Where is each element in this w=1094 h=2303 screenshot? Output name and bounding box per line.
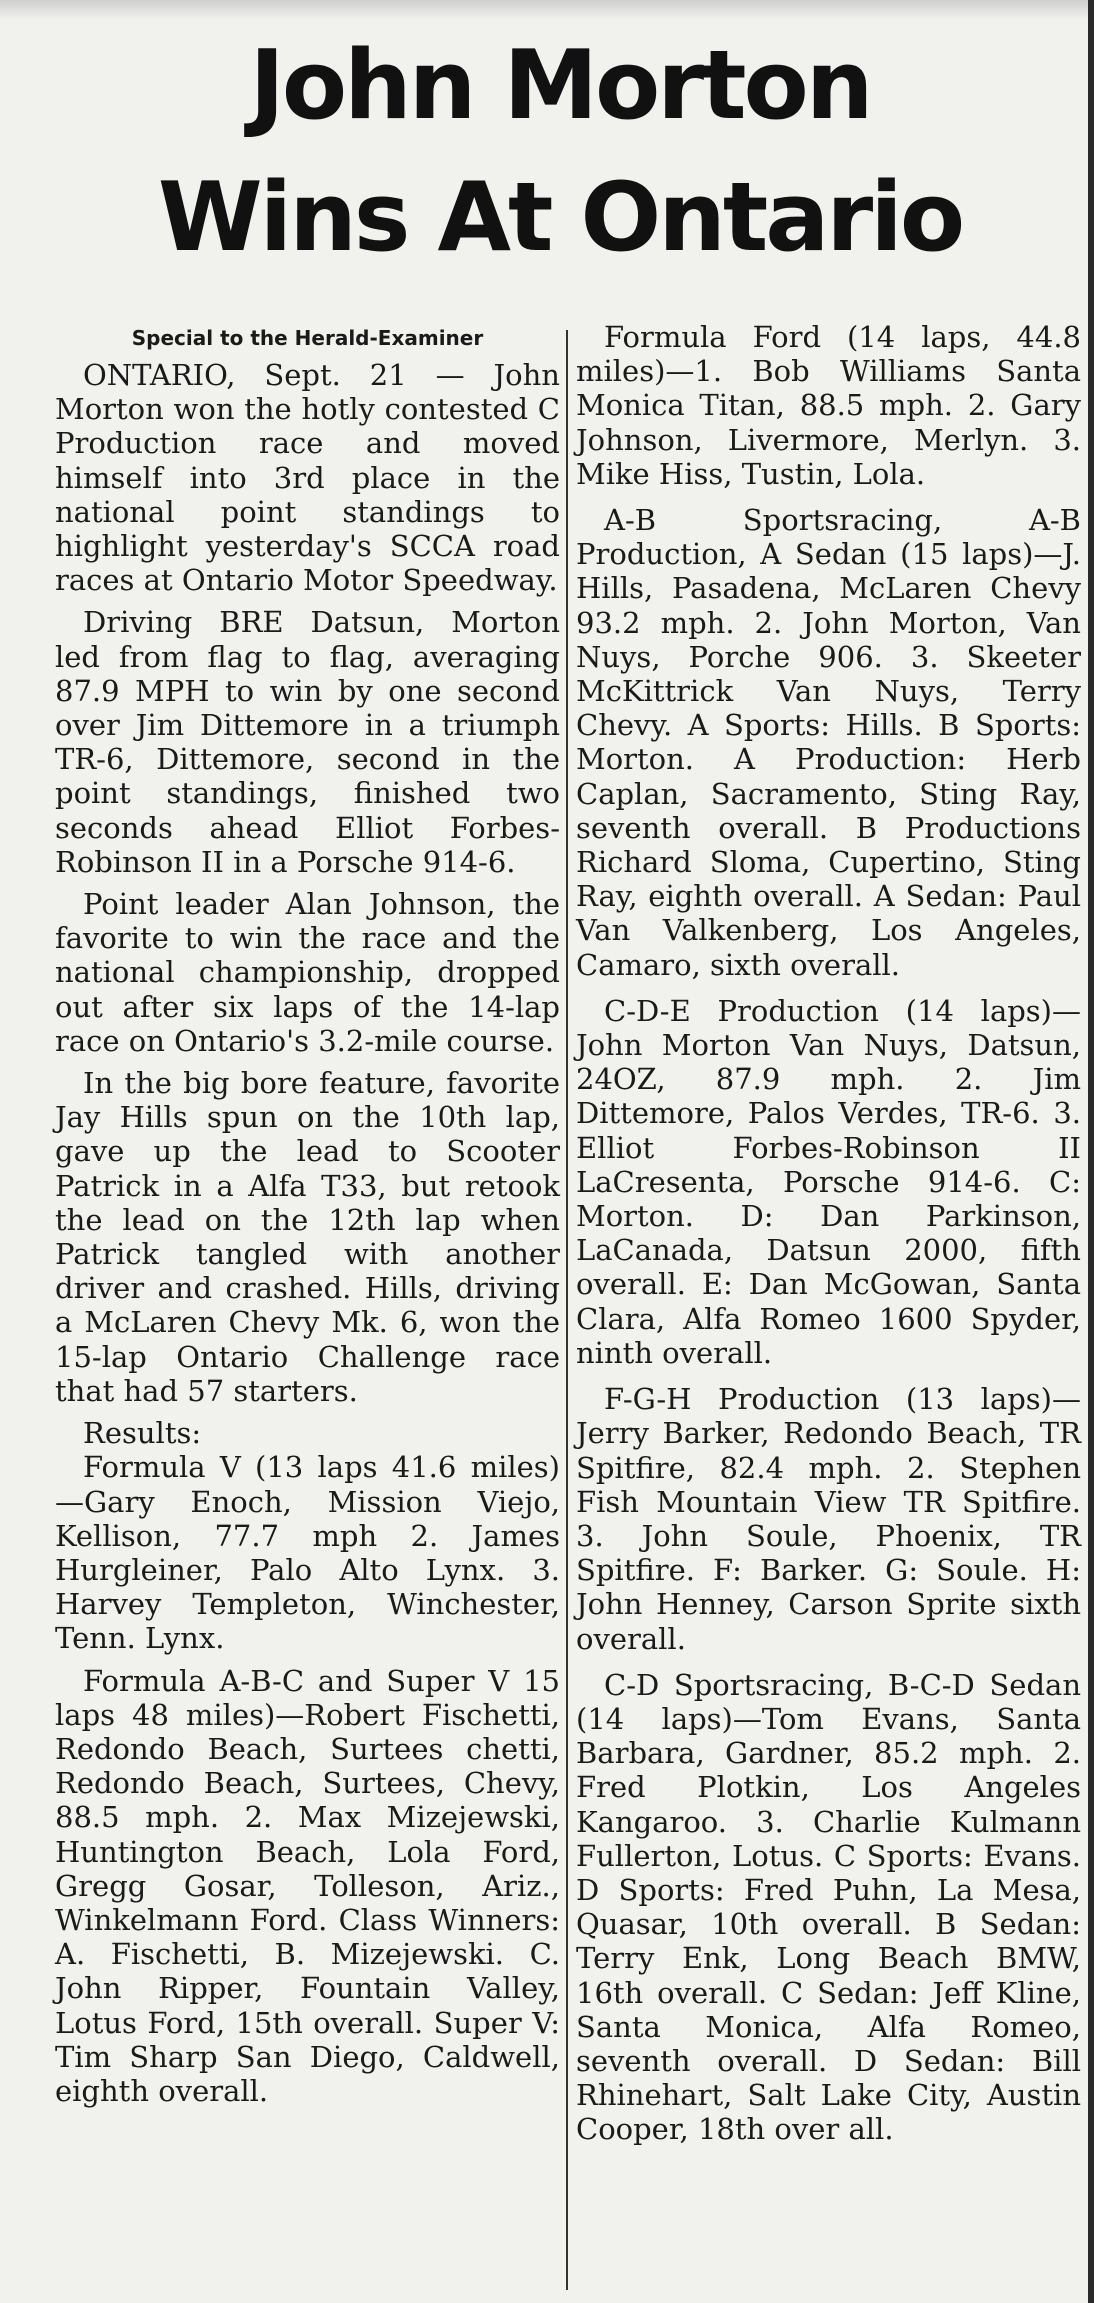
left-column — [55, 322, 560, 2116]
results-label: Results: — [83, 1416, 202, 1451]
column-rule — [566, 330, 568, 2290]
story-paragraph-4: In the big bore feature, favorite Jay Hills spun on the 10th lap, gave up the lead to Scooter Patrick in a Alfa T33, but retook the lead on the 12th lap when Patrick tangled with another driver and crashed. Hills, driving a McLaren Chevy Mk. 6, won the 15-lap Ontario Challenge race that had 57 starters. — [55, 1066, 560, 1408]
result-formula-ford: Formula Ford (14 laps, 44.8 miles)—1. Bob Williams Santa Monica Titan, 88.5 mph. 2. Gary Johnson, Livermore, Merlyn. 3. Mike Hiss, Tustin, Lola. — [576, 320, 1081, 491]
result-fgh-production: F-G-H Production (13 laps)—Jerry Barker, Redondo Beach, TR Spitfire, 82.4 mph. 2. Stephen Fish Mountain View TR Spitfire. 3. John Soule, Phoenix, TR Spitfire. F: Barker. G: Soule. H: John Henney, Carson Sprite sixth overall. — [576, 1382, 1081, 1656]
result-cd-sportsracing: C-D Sportsracing, B-C-D Sedan (14 laps)—Tom Evans, Santa Barbara, Gardner, 85.2 mph. 2. Fred Plotkin, Los Angeles Kangaroo. 3. Charlie Kulmann Fullerton, Lotus. C Sports: Evans. D Sports: Fred Puhn, La Mesa, Quasar, 10th overall. B Sedan: Terry Enk, Long Beach BMW, 16th overall. C Sedan: Jeff Kline, Santa Monica, Alfa Romeo, seventh overall. D Sedan: Bill Rhinehart, Salt Lake City, Austin Cooper, 18th over all. — [576, 1667, 1081, 2147]
headline-line-1: John Morton — [249, 31, 871, 141]
scan-right-edge — [1088, 0, 1094, 2303]
result-cde-production: C-D-E Production (14 laps)—John Morton Van Nuys, Datsun, 24OZ, 87.9 mph. 2. Jim Dittemore, Palos Verdes, TR-6. 3. Elliot Forbes-Robinson II LaCresenta, Porsche 914-6. C: Morton. D: Dan Parkinson, LaCanada, Datsun 2000, fifth overall. E: Dan McGowan, Santa Clara, Alfa Romeo 1600 Spyder, ninth overall. — [576, 993, 1081, 1370]
result-formula-abc-super-v: Formula A-B-C and Super V 15 laps 48 miles)—Robert Fischetti, Redondo Beach, Surtees chetti, Redondo Beach, Surtees, Chevy, 88.5 mph. 2. Max Mizejewski, Huntington Beach, Lola Ford, Gregg Gosar, Tolleson, Ariz., Winkelmann Ford. Class Winners: A. Fischetti, B. Mizejewski. C. John Ripper, Fountain Valley, Lotus Ford, 15th overall. Super V: Tim Sharp San Diego, Caldwell, eighth overall. — [55, 1663, 560, 2108]
byline-credit: Special to the Herald-Examiner — [131, 326, 484, 350]
story-paragraph-3: Point leader Alan Johnson, the favorite to win the race and the national championship, dropped out after six laps of the 14-lap race on Ontario's 3.2-mile course. — [55, 887, 560, 1058]
result-ab-sportsracing: A-B Sportsracing, A-B Production, A Sedan (15 laps)—J. Hills, Pasadena, McLaren Chevy 93.2 mph. 2. John Morton, Van Nuys, Porche 906. 3. Skeeter McKittrick Van Nuys, Terry Chevy. A Sports: Hills. B Sports: Morton. A Production: Herb Caplan, Sacramento, Sting Ray, seventh overall. B Productions Richard Sloma, Cupertino, Sting Ray, eighth overall. A Sedan: Paul Van Valkenberg, Los Angeles, Camaro, sixth overall. — [576, 503, 1081, 982]
scan-top-edge — [0, 0, 1094, 20]
result-formula-v: Formula V (13 laps 41.6 miles) —Gary Enoch, Mission Viejo, Kellison, 77.7 mph 2. James Hurgleiner, Palo Alto Lynx. 3. Harvey Templeton, Winchester, Tenn. Lynx. — [55, 1450, 560, 1656]
story-paragraph-1: ONTARIO, Sept. 21 — John Morton won the hotly contested C Production race and moved himself into 3rd place in the national point standings to highlight yesterday's SCCA road races at Ontario Motor Speedway. — [55, 358, 560, 598]
headline-line-2: Wins At Ontario — [157, 163, 963, 273]
right-column — [576, 320, 1081, 2159]
headline — [60, 20, 1060, 284]
story-paragraph-2: Driving BRE Datsun, Morton led from flag to flag, averaging 87.9 MPH to win by one second over Jim Dittemore in a triumph TR-6, Dittemore, second in the point standings, finished two seconds ahead Elliot Forbes-Robinson II in a Porsche 914-6. — [55, 605, 560, 879]
